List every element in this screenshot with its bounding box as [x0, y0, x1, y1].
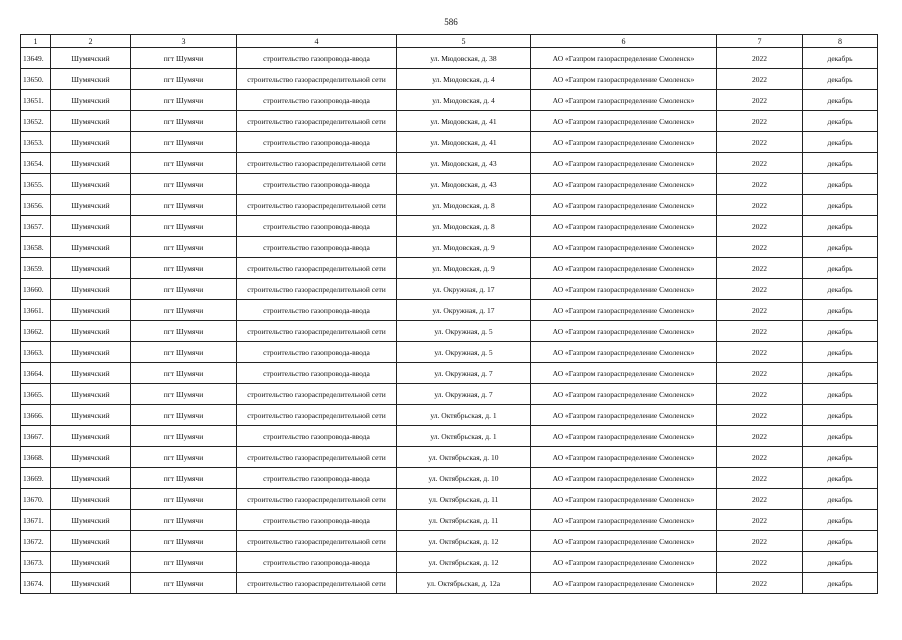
organization-cell: АО «Газпром газораспределение Смоленск»: [531, 552, 717, 573]
row-number-cell: 13670.: [21, 489, 51, 510]
year-cell: 2022: [717, 195, 803, 216]
year-cell: 2022: [717, 384, 803, 405]
table-row: [21, 48, 878, 69]
column-header: 4: [237, 35, 397, 48]
address-cell: ул. Мюдовская, д. 9: [397, 258, 531, 279]
year-cell: 2022: [717, 573, 803, 594]
district-cell: Шумячский: [51, 258, 131, 279]
row-number-cell: 13674.: [21, 573, 51, 594]
address-cell: ул. Мюдовская, д. 8: [397, 195, 531, 216]
address-cell: ул. Мюдовская, д. 4: [397, 69, 531, 90]
settlement-cell: пгт Шумячи: [131, 258, 237, 279]
month-cell: декабрь: [803, 531, 878, 552]
month-cell: декабрь: [803, 552, 878, 573]
column-header: 6: [531, 35, 717, 48]
work-type-cell: строительство газораспределительной сети: [237, 69, 397, 90]
address-cell: ул. Мюдовская, д. 41: [397, 111, 531, 132]
month-cell: декабрь: [803, 447, 878, 468]
organization-cell: АО «Газпром газораспределение Смоленск»: [531, 69, 717, 90]
address-cell: ул. Окружная, д. 17: [397, 300, 531, 321]
address-cell: ул. Октябрьская, д. 12: [397, 552, 531, 573]
column-header: 5: [397, 35, 531, 48]
row-number-cell: 13659.: [21, 258, 51, 279]
row-number-cell: 13669.: [21, 468, 51, 489]
table-row: [21, 300, 878, 321]
district-cell: Шумячский: [51, 321, 131, 342]
settlement-cell: пгт Шумячи: [131, 426, 237, 447]
year-cell: 2022: [717, 48, 803, 69]
address-cell: ул. Окружная, д. 5: [397, 321, 531, 342]
organization-cell: АО «Газпром газораспределение Смоленск»: [531, 90, 717, 111]
work-type-cell: строительство газораспределительной сети: [237, 111, 397, 132]
row-number-cell: 13664.: [21, 363, 51, 384]
organization-cell: АО «Газпром газораспределение Смоленск»: [531, 195, 717, 216]
organization-cell: АО «Газпром газораспределение Смоленск»: [531, 153, 717, 174]
row-number-cell: 13655.: [21, 174, 51, 195]
address-cell: ул. Октябрьская, д. 12а: [397, 573, 531, 594]
table-row: [21, 132, 878, 153]
year-cell: 2022: [717, 153, 803, 174]
address-cell: ул. Окружная, д. 5: [397, 342, 531, 363]
district-cell: Шумячский: [51, 447, 131, 468]
month-cell: декабрь: [803, 48, 878, 69]
work-type-cell: строительство газораспределительной сети: [237, 384, 397, 405]
district-cell: Шумячский: [51, 237, 131, 258]
district-cell: Шумячский: [51, 279, 131, 300]
month-cell: декабрь: [803, 300, 878, 321]
table-row: [21, 573, 878, 594]
row-number-cell: 13651.: [21, 90, 51, 111]
district-cell: Шумячский: [51, 90, 131, 111]
settlement-cell: пгт Шумячи: [131, 195, 237, 216]
work-type-cell: строительство газопровода-ввода: [237, 363, 397, 384]
month-cell: декабрь: [803, 342, 878, 363]
work-type-cell: строительство газопровода-ввода: [237, 237, 397, 258]
year-cell: 2022: [717, 237, 803, 258]
table-row: [21, 174, 878, 195]
column-header: 3: [131, 35, 237, 48]
district-cell: Шумячский: [51, 153, 131, 174]
table-row: [21, 216, 878, 237]
work-type-cell: строительство газопровода-ввода: [237, 468, 397, 489]
row-number-cell: 13662.: [21, 321, 51, 342]
district-cell: Шумячский: [51, 48, 131, 69]
table-header: [21, 35, 878, 48]
month-cell: декабрь: [803, 195, 878, 216]
work-type-cell: строительство газораспределительной сети: [237, 405, 397, 426]
year-cell: 2022: [717, 489, 803, 510]
district-cell: Шумячский: [51, 216, 131, 237]
settlement-cell: пгт Шумячи: [131, 153, 237, 174]
settlement-cell: пгт Шумячи: [131, 573, 237, 594]
address-cell: ул. Октябрьская, д. 12: [397, 531, 531, 552]
table-row: [21, 90, 878, 111]
row-number-cell: 13653.: [21, 132, 51, 153]
address-cell: ул. Мюдовская, д. 8: [397, 216, 531, 237]
settlement-cell: пгт Шумячи: [131, 90, 237, 111]
table-body: [21, 48, 878, 594]
settlement-cell: пгт Шумячи: [131, 132, 237, 153]
table-row: [21, 447, 878, 468]
table-row: [21, 426, 878, 447]
work-type-cell: строительство газораспределительной сети: [237, 531, 397, 552]
work-type-cell: строительство газораспределительной сети: [237, 489, 397, 510]
year-cell: 2022: [717, 468, 803, 489]
column-header: 1: [21, 35, 51, 48]
month-cell: декабрь: [803, 468, 878, 489]
district-cell: Шумячский: [51, 552, 131, 573]
settlement-cell: пгт Шумячи: [131, 552, 237, 573]
month-cell: декабрь: [803, 132, 878, 153]
organization-cell: АО «Газпром газораспределение Смоленск»: [531, 216, 717, 237]
year-cell: 2022: [717, 510, 803, 531]
address-cell: ул. Окружная, д. 7: [397, 384, 531, 405]
district-cell: Шумячский: [51, 426, 131, 447]
settlement-cell: пгт Шумячи: [131, 111, 237, 132]
organization-cell: АО «Газпром газораспределение Смоленск»: [531, 321, 717, 342]
table-row: [21, 111, 878, 132]
district-cell: Шумячский: [51, 342, 131, 363]
address-cell: ул. Мюдовская, д. 9: [397, 237, 531, 258]
row-number-cell: 13661.: [21, 300, 51, 321]
row-number-cell: 13652.: [21, 111, 51, 132]
month-cell: декабрь: [803, 426, 878, 447]
month-cell: декабрь: [803, 90, 878, 111]
work-type-cell: строительство газораспределительной сети: [237, 321, 397, 342]
organization-cell: АО «Газпром газораспределение Смоленск»: [531, 363, 717, 384]
year-cell: 2022: [717, 69, 803, 90]
year-cell: 2022: [717, 426, 803, 447]
organization-cell: АО «Газпром газораспределение Смоленск»: [531, 384, 717, 405]
table-row: [21, 258, 878, 279]
row-number-cell: 13650.: [21, 69, 51, 90]
month-cell: декабрь: [803, 489, 878, 510]
organization-cell: АО «Газпром газораспределение Смоленск»: [531, 405, 717, 426]
work-type-cell: строительство газораспределительной сети: [237, 573, 397, 594]
row-number-cell: 13649.: [21, 48, 51, 69]
table-row: [21, 531, 878, 552]
settlement-cell: пгт Шумячи: [131, 216, 237, 237]
row-number-cell: 13673.: [21, 552, 51, 573]
month-cell: декабрь: [803, 69, 878, 90]
work-type-cell: строительство газопровода-ввода: [237, 132, 397, 153]
year-cell: 2022: [717, 111, 803, 132]
address-cell: ул. Окружная, д. 17: [397, 279, 531, 300]
table-row: [21, 489, 878, 510]
year-cell: 2022: [717, 174, 803, 195]
work-type-cell: строительство газопровода-ввода: [237, 342, 397, 363]
district-cell: Шумячский: [51, 405, 131, 426]
work-type-cell: строительство газопровода-ввода: [237, 216, 397, 237]
district-cell: Шумячский: [51, 363, 131, 384]
settlement-cell: пгт Шумячи: [131, 363, 237, 384]
district-cell: Шумячский: [51, 111, 131, 132]
organization-cell: АО «Газпром газораспределение Смоленск»: [531, 489, 717, 510]
district-cell: Шумячский: [51, 489, 131, 510]
column-header: 2: [51, 35, 131, 48]
district-cell: Шумячский: [51, 531, 131, 552]
table-row: [21, 195, 878, 216]
district-cell: Шумячский: [51, 132, 131, 153]
settlement-cell: пгт Шумячи: [131, 48, 237, 69]
address-cell: ул. Мюдовская, д. 38: [397, 48, 531, 69]
settlement-cell: пгт Шумячи: [131, 447, 237, 468]
organization-cell: АО «Газпром газораспределение Смоленск»: [531, 279, 717, 300]
year-cell: 2022: [717, 363, 803, 384]
work-type-cell: строительство газораспределительной сети: [237, 153, 397, 174]
settlement-cell: пгт Шумячи: [131, 300, 237, 321]
gas-registry-table: [20, 34, 878, 594]
table-row: [21, 237, 878, 258]
address-cell: ул. Мюдовская, д. 43: [397, 174, 531, 195]
month-cell: декабрь: [803, 111, 878, 132]
header-row: [21, 35, 878, 48]
row-number-cell: 13665.: [21, 384, 51, 405]
month-cell: декабрь: [803, 573, 878, 594]
year-cell: 2022: [717, 321, 803, 342]
table-row: [21, 552, 878, 573]
work-type-cell: строительство газораспределительной сети: [237, 279, 397, 300]
settlement-cell: пгт Шумячи: [131, 69, 237, 90]
month-cell: декабрь: [803, 384, 878, 405]
page-number: 586: [444, 17, 458, 27]
district-cell: Шумячский: [51, 300, 131, 321]
year-cell: 2022: [717, 405, 803, 426]
month-cell: декабрь: [803, 237, 878, 258]
organization-cell: АО «Газпром газораспределение Смоленск»: [531, 300, 717, 321]
organization-cell: АО «Газпром газораспределение Смоленск»: [531, 342, 717, 363]
month-cell: декабрь: [803, 258, 878, 279]
address-cell: ул. Октябрьская, д. 1: [397, 405, 531, 426]
table-row: [21, 69, 878, 90]
organization-cell: АО «Газпром газораспределение Смоленск»: [531, 531, 717, 552]
year-cell: 2022: [717, 552, 803, 573]
work-type-cell: строительство газопровода-ввода: [237, 90, 397, 111]
settlement-cell: пгт Шумячи: [131, 468, 237, 489]
work-type-cell: строительство газораспределительной сети: [237, 258, 397, 279]
settlement-cell: пгт Шумячи: [131, 489, 237, 510]
work-type-cell: строительство газопровода-ввода: [237, 552, 397, 573]
work-type-cell: строительство газопровода-ввода: [237, 510, 397, 531]
month-cell: декабрь: [803, 174, 878, 195]
table-row: [21, 405, 878, 426]
month-cell: декабрь: [803, 405, 878, 426]
year-cell: 2022: [717, 216, 803, 237]
address-cell: ул. Мюдовская, д. 41: [397, 132, 531, 153]
year-cell: 2022: [717, 132, 803, 153]
year-cell: 2022: [717, 90, 803, 111]
row-number-cell: 13658.: [21, 237, 51, 258]
organization-cell: АО «Газпром газораспределение Смоленск»: [531, 426, 717, 447]
month-cell: декабрь: [803, 510, 878, 531]
table-row: [21, 468, 878, 489]
organization-cell: АО «Газпром газораспределение Смоленск»: [531, 48, 717, 69]
year-cell: 2022: [717, 342, 803, 363]
month-cell: декабрь: [803, 279, 878, 300]
address-cell: ул. Октябрьская, д. 10: [397, 447, 531, 468]
year-cell: 2022: [717, 447, 803, 468]
district-cell: Шумячский: [51, 573, 131, 594]
row-number-cell: 13656.: [21, 195, 51, 216]
row-number-cell: 13667.: [21, 426, 51, 447]
district-cell: Шумячский: [51, 384, 131, 405]
month-cell: декабрь: [803, 216, 878, 237]
address-cell: ул. Мюдовская, д. 4: [397, 90, 531, 111]
settlement-cell: пгт Шумячи: [131, 510, 237, 531]
address-cell: ул. Окружная, д. 7: [397, 363, 531, 384]
month-cell: декабрь: [803, 321, 878, 342]
organization-cell: АО «Газпром газораспределение Смоленск»: [531, 258, 717, 279]
organization-cell: АО «Газпром газораспределение Смоленск»: [531, 174, 717, 195]
work-type-cell: строительство газораспределительной сети: [237, 195, 397, 216]
year-cell: 2022: [717, 300, 803, 321]
table-row: [21, 342, 878, 363]
month-cell: декабрь: [803, 153, 878, 174]
row-number-cell: 13657.: [21, 216, 51, 237]
organization-cell: АО «Газпром газораспределение Смоленск»: [531, 510, 717, 531]
organization-cell: АО «Газпром газораспределение Смоленск»: [531, 447, 717, 468]
table-row: [21, 279, 878, 300]
district-cell: Шумячский: [51, 69, 131, 90]
settlement-cell: пгт Шумячи: [131, 321, 237, 342]
district-cell: Шумячский: [51, 510, 131, 531]
year-cell: 2022: [717, 258, 803, 279]
address-cell: ул. Мюдовская, д. 43: [397, 153, 531, 174]
settlement-cell: пгт Шумячи: [131, 384, 237, 405]
row-number-cell: 13654.: [21, 153, 51, 174]
organization-cell: АО «Газпром газораспределение Смоленск»: [531, 111, 717, 132]
work-type-cell: строительство газораспределительной сети: [237, 447, 397, 468]
year-cell: 2022: [717, 531, 803, 552]
settlement-cell: пгт Шумячи: [131, 174, 237, 195]
row-number-cell: 13663.: [21, 342, 51, 363]
table-row: [21, 363, 878, 384]
organization-cell: АО «Газпром газораспределение Смоленск»: [531, 132, 717, 153]
table-row: [21, 153, 878, 174]
settlement-cell: пгт Шумячи: [131, 531, 237, 552]
settlement-cell: пгт Шумячи: [131, 342, 237, 363]
column-header: 7: [717, 35, 803, 48]
row-number-cell: 13671.: [21, 510, 51, 531]
row-number-cell: 13672.: [21, 531, 51, 552]
district-cell: Шумячский: [51, 195, 131, 216]
table-row: [21, 321, 878, 342]
district-cell: Шумячский: [51, 174, 131, 195]
table-row: [21, 384, 878, 405]
column-header: 8: [803, 35, 878, 48]
work-type-cell: строительство газопровода-ввода: [237, 48, 397, 69]
address-cell: ул. Октябрьская, д. 11: [397, 489, 531, 510]
address-cell: ул. Октябрьская, д. 1: [397, 426, 531, 447]
work-type-cell: строительство газопровода-ввода: [237, 174, 397, 195]
district-cell: Шумячский: [51, 468, 131, 489]
row-number-cell: 13668.: [21, 447, 51, 468]
row-number-cell: 13660.: [21, 279, 51, 300]
settlement-cell: пгт Шумячи: [131, 237, 237, 258]
month-cell: декабрь: [803, 363, 878, 384]
work-type-cell: строительство газопровода-ввода: [237, 300, 397, 321]
settlement-cell: пгт Шумячи: [131, 279, 237, 300]
organization-cell: АО «Газпром газораспределение Смоленск»: [531, 237, 717, 258]
settlement-cell: пгт Шумячи: [131, 405, 237, 426]
address-cell: ул. Октябрьская, д. 11: [397, 510, 531, 531]
year-cell: 2022: [717, 279, 803, 300]
organization-cell: АО «Газпром газораспределение Смоленск»: [531, 468, 717, 489]
organization-cell: АО «Газпром газораспределение Смоленск»: [531, 573, 717, 594]
work-type-cell: строительство газопровода-ввода: [237, 426, 397, 447]
row-number-cell: 13666.: [21, 405, 51, 426]
table-row: [21, 510, 878, 531]
address-cell: ул. Октябрьская, д. 10: [397, 468, 531, 489]
